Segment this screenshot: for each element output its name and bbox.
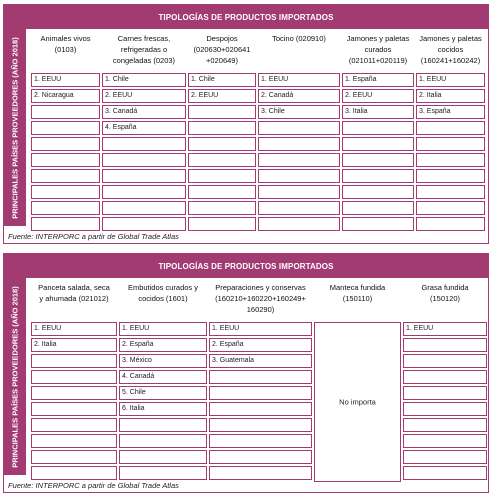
table-cell: 3. Guatemala	[209, 354, 312, 368]
table-cell	[403, 418, 487, 432]
table-cell	[258, 217, 340, 231]
table-cell	[31, 354, 117, 368]
table-cell	[188, 105, 256, 119]
table-cell	[102, 153, 186, 167]
table-cell	[209, 450, 312, 464]
table-cell: 3. Italia	[342, 105, 414, 119]
table-cell	[342, 185, 414, 199]
table-cell	[188, 153, 256, 167]
table-1-side-label: PRINCIPALES PAÍSES PROVEEDORES (AÑO 2018)	[4, 29, 26, 226]
column-header: Preparaciones y conservas (160210+160220+160249+ 160290)	[215, 283, 306, 314]
table-cell	[102, 137, 186, 151]
table-1	[3, 4, 489, 244]
table-2-grid	[30, 278, 486, 475]
table-cell	[258, 185, 340, 199]
table-cell	[209, 418, 312, 432]
table-cell	[403, 466, 487, 480]
table-cell: 2. España	[119, 338, 207, 352]
table-cell	[416, 185, 485, 199]
table-cell	[119, 434, 207, 448]
table-2	[3, 253, 489, 493]
table-cell: 3. Chile	[258, 105, 340, 119]
table-cell	[119, 466, 207, 480]
table-cell	[416, 217, 485, 231]
table-cell	[342, 153, 414, 167]
table-cell	[209, 370, 312, 384]
table-cell	[31, 169, 100, 183]
table-cell	[209, 434, 312, 448]
table-cell	[188, 137, 256, 151]
table-cell: 2. Nicaragua	[31, 89, 100, 103]
table-cell	[403, 370, 487, 384]
table-cell: 4. Canadá	[119, 370, 207, 384]
table-cell: 2. EEUU	[102, 89, 186, 103]
table-cell	[31, 386, 117, 400]
table-cell: 2. Canadá	[258, 89, 340, 103]
table-column	[313, 278, 402, 475]
table-cell: 6. Italia	[119, 402, 207, 416]
table-cell	[416, 201, 485, 215]
table-cell	[403, 434, 487, 448]
table-cell	[102, 201, 186, 215]
column-header: Jamones y paletas curados (021011+020119)	[346, 34, 410, 65]
table-cell: 2. Italia	[31, 338, 117, 352]
table-cell: 1. EEUU	[31, 73, 100, 87]
table-cell	[342, 217, 414, 231]
column-header: Animales vivos (0103)	[40, 34, 91, 54]
table-2-side-label: PRINCIPALES PAÍSES PROVEEDORES (AÑO 2018)	[4, 278, 26, 475]
column-header: Despojos (020630+020641 +020649)	[193, 34, 251, 65]
table-column	[101, 29, 187, 226]
table-column	[187, 29, 257, 226]
table-column	[30, 29, 101, 226]
table-2-title: TIPOLOGÍAS DE PRODUCTOS IMPORTADOS	[4, 254, 488, 278]
table-cell	[209, 402, 312, 416]
table-cell	[258, 169, 340, 183]
table-cell: 2. Italia	[416, 89, 485, 103]
merged-cell: No importa	[314, 322, 401, 482]
table-column	[30, 278, 118, 475]
table-cell	[31, 217, 100, 231]
table-cell	[342, 169, 414, 183]
table-1-source: Fuente: INTERPORC a partir de Global Trade Atlas	[8, 232, 179, 241]
table-cell	[416, 137, 485, 151]
column-header: Carnes frescas, refrigeradas o congeladas (0203)	[112, 34, 176, 65]
table-cell	[342, 137, 414, 151]
table-cell	[258, 201, 340, 215]
table-column	[208, 278, 313, 475]
table-cell: 1. España	[342, 73, 414, 87]
table-cell	[31, 418, 117, 432]
table-cell	[31, 137, 100, 151]
table-cell	[342, 121, 414, 135]
table-cell	[209, 466, 312, 480]
table-cell: 1. EEUU	[119, 322, 207, 336]
table-cell	[416, 153, 485, 167]
table-1-title: TIPOLOGÍAS DE PRODUCTOS IMPORTADOS	[4, 5, 488, 29]
table-cell	[258, 121, 340, 135]
table-cell	[102, 185, 186, 199]
table-cell	[188, 185, 256, 199]
table-cell	[258, 153, 340, 167]
table-column	[257, 29, 341, 226]
table-cell	[31, 201, 100, 215]
table-cell	[403, 402, 487, 416]
table-cell	[31, 105, 100, 119]
column-header: Jamones y paletas cocidos (160241+160242)	[419, 34, 482, 65]
table-cell	[31, 402, 117, 416]
table-cell: 3. España	[416, 105, 485, 119]
table-cell: 4. España	[102, 121, 186, 135]
table-2-source: Fuente: INTERPORC a partir de Global Trade Atlas	[8, 481, 179, 490]
table-cell	[188, 217, 256, 231]
table-cell: 1. EEUU	[31, 322, 117, 336]
table-cell	[102, 169, 186, 183]
table-cell: 2. EEUU	[188, 89, 256, 103]
table-cell	[31, 370, 117, 384]
table-cell	[188, 201, 256, 215]
table-cell	[102, 217, 186, 231]
table-cell: 3. México	[119, 354, 207, 368]
table-cell	[209, 386, 312, 400]
table-cell: 5. Chile	[119, 386, 207, 400]
table-column	[341, 29, 415, 226]
table-cell	[31, 450, 117, 464]
column-header: Tocino (020910)	[272, 34, 326, 43]
table-cell	[403, 386, 487, 400]
table-cell	[31, 121, 100, 135]
table-column	[415, 29, 486, 226]
column-header: Manteca fundida (150110)	[329, 283, 386, 303]
table-cell	[31, 434, 117, 448]
table-cell: 1. Chile	[188, 73, 256, 87]
table-column	[402, 278, 488, 475]
table-cell: 1. EEUU	[403, 322, 487, 336]
table-cell	[188, 169, 256, 183]
table-column	[118, 278, 208, 475]
table-cell: 2. España	[209, 338, 312, 352]
table-cell	[416, 121, 485, 135]
table-cell: 3. Canadá	[102, 105, 186, 119]
table-cell: 1. EEUU	[416, 73, 485, 87]
table-cell: 1. Chile	[102, 73, 186, 87]
table-cell	[403, 338, 487, 352]
table-cell	[31, 466, 117, 480]
column-header: Grasa fundida (150120)	[421, 283, 469, 303]
table-cell	[342, 201, 414, 215]
table-cell	[119, 418, 207, 432]
table-cell	[31, 185, 100, 199]
table-cell	[403, 354, 487, 368]
table-cell	[188, 121, 256, 135]
table-cell: 2. EEUU	[342, 89, 414, 103]
table-cell: 1. EEUU	[258, 73, 340, 87]
table-cell	[403, 450, 487, 464]
table-cell	[416, 169, 485, 183]
table-cell	[258, 137, 340, 151]
table-cell: 1. EEUU	[209, 322, 312, 336]
table-cell	[31, 153, 100, 167]
table-1-grid	[30, 29, 486, 226]
column-header: Embutidos curados y cocidos (1601)	[127, 283, 199, 303]
column-header: Panceta salada, seca y ahumada (021012)	[38, 283, 110, 303]
table-cell	[119, 450, 207, 464]
